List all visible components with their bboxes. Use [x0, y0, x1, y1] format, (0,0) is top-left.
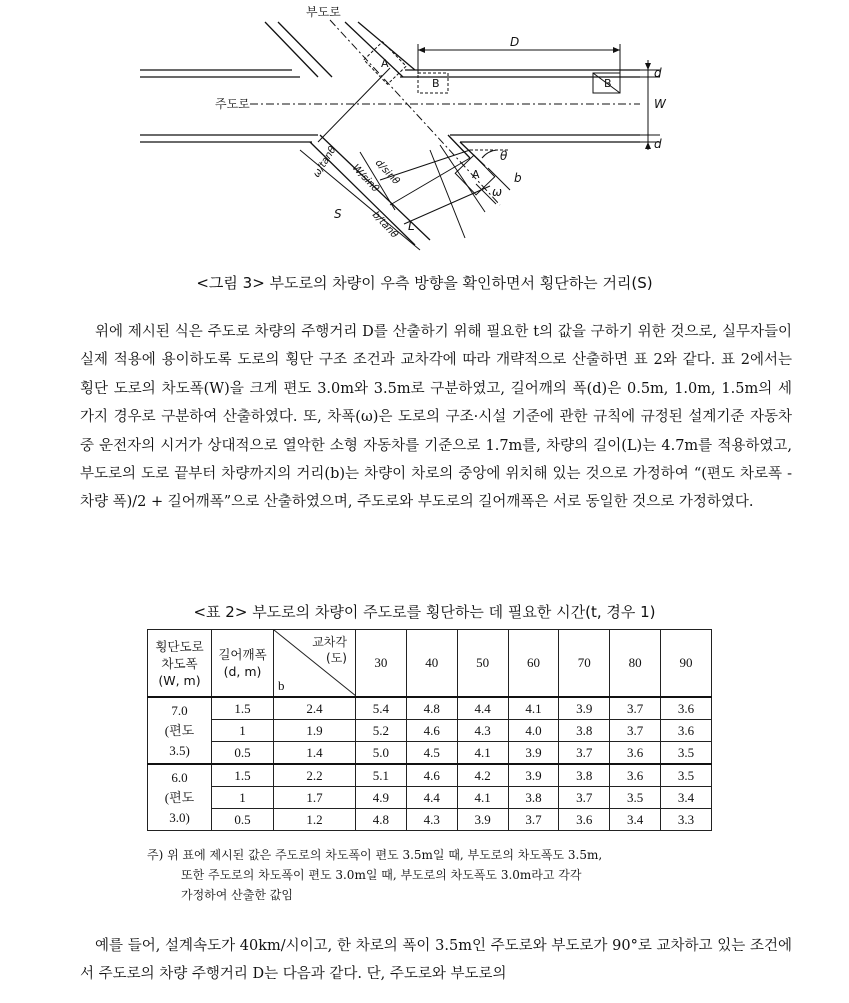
cell-t: 3.7 [559, 742, 610, 765]
cell-d: 1.5 [212, 764, 274, 787]
label-w-tan: ω/tanθ [311, 144, 339, 180]
cell-d: 1.5 [212, 697, 274, 720]
header-width-l2: 차도폭 [161, 655, 198, 671]
label-S: S [334, 207, 342, 221]
figure-caption: <그림 3> 부도로의 차량이 우측 방향을 확인하면서 횡단하는 거리(S) [196, 274, 653, 292]
road-diagram [0, 0, 849, 270]
cell-b: 2.4 [274, 697, 356, 720]
label-d-top: d [654, 66, 662, 80]
label-A-lower: A [472, 168, 480, 181]
group-label-7-l3: 3.5) [169, 742, 190, 758]
header-width-l3: (W, m) [158, 672, 201, 688]
cell-b: 1.9 [274, 720, 356, 742]
label-W: W [654, 97, 666, 111]
table-note-line-1: 주) 위 표에 제시된 값은 주도로의 차도폭이 편도 3.5m일 때, 부도로의 차도폭도 3.5m, [147, 848, 603, 862]
header-shoulder-l2: (d, m) [223, 664, 262, 679]
header-angle-90: 90 [661, 630, 712, 698]
label-b-tan: b/tanθ [369, 209, 400, 241]
table-note-line-3: 가정하여 산출한 값임 [181, 888, 293, 902]
road-diagram-svg [0, 0, 849, 270]
cell-t: 3.6 [661, 720, 712, 742]
table-row [148, 720, 712, 742]
cell-t: 3.3 [661, 809, 712, 831]
cell-d: 1 [212, 787, 274, 809]
label-judoro: 주도로 [215, 97, 250, 111]
table-2 [147, 629, 712, 831]
cell-b: 1.7 [274, 787, 356, 809]
table-row [148, 809, 712, 831]
paragraph-1-text: 위에 제시된 식은 주도로 차량의 주행거리 D를 산출하기 위해 필요한 t의 값을 구하기 위한 것으로, 실무자들이 실제 적용에 용이하도록 도로의 횡단 구조 조건과 교차각에 따라 개략적으로 산출하면 표 2와 같다. 표 2에서는 횡단 도로의 차도폭(W)을 크게 편도 3.0m와 3.5m로 구분하였고, 길어깨의 폭(d)은 0.5m, 1.0m, 1.5m의 세 가지 경우로 구분하여 산출하였다. 또, 차폭(ω)은 도로의 구조·시설 기준에 관한 규칙에 규정된 설계기준 자동차 중 운전자의 시거가 상대적으로 열악한 소형 자동차를 기준으로 1.7m를, 차량의 길이(L)는 4.7m를 적용하였고, 부도로의 도로 끝부터 차량까지의 거리(b)는 차량이 차로의 중앙에 위치해 있는 것으로 가정하여 “(편도 차로폭 - 차량 폭)/2 + 길어깨폭”으로 산출하였으며, 주도로와 부도로의 길어깨폭은 서로 동일한 것으로 가정하였다. [80, 324, 792, 511]
cell-t: 4.6 [406, 764, 457, 787]
paragraph-2-text: 예를 들어, 설계속도가 40km/시이고, 한 차로의 폭이 3.5m인 주도로와 부도로가 90°로 교차하고 있는 조건에서 주도로의 차량 주행거리 D는 다음과 같다. 단, 주도로와 부도로의 [80, 938, 792, 983]
cell-t: 4.9 [356, 787, 407, 809]
label-omega: ω [492, 185, 503, 199]
cell-t: 3.9 [508, 764, 559, 787]
header-angle-l1: 교차각 [312, 635, 347, 649]
cell-t: 4.2 [457, 764, 508, 787]
label-L: L [408, 219, 415, 233]
group-label-7 [148, 697, 212, 764]
cell-t: 3.6 [661, 697, 712, 720]
header-angle-80: 80 [610, 630, 661, 698]
cell-t: 3.7 [559, 787, 610, 809]
cell-t: 4.8 [406, 697, 457, 720]
table-row [148, 764, 712, 787]
cell-t: 4.3 [457, 720, 508, 742]
cell-t: 3.5 [610, 787, 661, 809]
cell-t: 5.0 [356, 742, 407, 765]
table-row [148, 742, 712, 765]
group-label-6 [148, 764, 212, 831]
cell-t: 4.1 [508, 697, 559, 720]
cell-t: 3.9 [559, 697, 610, 720]
header-angle [312, 634, 347, 666]
header-width [148, 630, 212, 698]
label-W-sin: W/sinθ [349, 162, 381, 195]
cell-d: 0.5 [212, 809, 274, 831]
group-label-6-l1: 6.0 [171, 769, 188, 785]
header-angle-b [274, 630, 356, 698]
header-shoulder-l1: 길어깨폭 [218, 647, 267, 662]
table-header-row [148, 630, 712, 698]
header-angle-60: 60 [508, 630, 559, 698]
cell-t: 3.7 [610, 720, 661, 742]
cell-t: 4.1 [457, 787, 508, 809]
header-angle-30: 30 [356, 630, 407, 698]
cell-t: 3.7 [508, 809, 559, 831]
header-angle-70: 70 [559, 630, 610, 698]
side-road-upper-left-outer [265, 22, 318, 77]
cell-t: 3.6 [610, 742, 661, 765]
cell-t: 3.9 [457, 809, 508, 831]
cell-t: 4.3 [406, 809, 457, 831]
cell-t: 4.6 [406, 720, 457, 742]
label-B-left: B [432, 77, 440, 90]
side-road-upper-left-inner [278, 22, 332, 77]
cell-b: 2.2 [274, 764, 356, 787]
group-label-7-l2: (편도 [164, 722, 195, 738]
table-note [147, 845, 727, 905]
cell-t: 3.8 [559, 720, 610, 742]
cell-t: 3.5 [661, 742, 712, 765]
header-angle-l2: (도) [326, 651, 347, 665]
cell-t: 3.8 [508, 787, 559, 809]
label-D: D [510, 35, 520, 49]
cell-t: 4.0 [508, 720, 559, 742]
table-note-line-2: 또한 주도로의 차도폭이 편도 3.0m일 때, 부도로의 차도폭도 3.0m라고 각각 [181, 868, 582, 882]
label-budoro: 부도로 [306, 5, 341, 19]
label-B-right: B [604, 77, 612, 90]
header-width-l1: 횡단도로 [155, 638, 204, 654]
header-b: b [278, 678, 285, 693]
header-angle-50: 50 [457, 630, 508, 698]
header-shoulder [212, 630, 274, 698]
label-A-upper: A [381, 57, 389, 70]
cell-t: 4.5 [406, 742, 457, 765]
cell-t: 4.4 [457, 697, 508, 720]
cell-t: 4.1 [457, 742, 508, 765]
group-label-6-l2: (편도 [164, 789, 195, 805]
cell-t: 3.7 [610, 697, 661, 720]
cell-b: 1.2 [274, 809, 356, 831]
paragraph-2 [80, 932, 792, 989]
cell-t: 4.8 [356, 809, 407, 831]
cell-t: 3.8 [559, 764, 610, 787]
label-d-sin: d/sinθ [372, 157, 402, 188]
cell-t: 3.9 [508, 742, 559, 765]
label-d-bottom: d [654, 137, 662, 151]
cell-t: 3.4 [661, 787, 712, 809]
table-row [148, 697, 712, 720]
cell-t: 4.4 [406, 787, 457, 809]
paragraph-1 [80, 318, 792, 517]
label-b: b [514, 171, 522, 185]
cell-t: 5.1 [356, 764, 407, 787]
cell-t: 5.2 [356, 720, 407, 742]
group-label-7-l1: 7.0 [171, 702, 188, 718]
cell-t: 3.4 [610, 809, 661, 831]
group-label-6-l3: 3.0) [169, 809, 190, 825]
table-caption: <표 2> 부도로의 차량이 주도로를 횡단하는 데 필요한 시간(t, 경우 1) [193, 603, 656, 621]
table-row [148, 787, 712, 809]
cell-t: 3.6 [610, 764, 661, 787]
header-angle-40: 40 [406, 630, 457, 698]
side-road-lower-right-inner [448, 135, 470, 158]
side-road-upper-right-inner [345, 22, 403, 77]
cell-t: 5.4 [356, 697, 407, 720]
cell-d: 1 [212, 720, 274, 742]
cell-t: 3.5 [661, 764, 712, 787]
cell-t: 3.6 [559, 809, 610, 831]
label-theta: θ [500, 149, 508, 163]
cell-d: 0.5 [212, 742, 274, 765]
cell-b: 1.4 [274, 742, 356, 765]
